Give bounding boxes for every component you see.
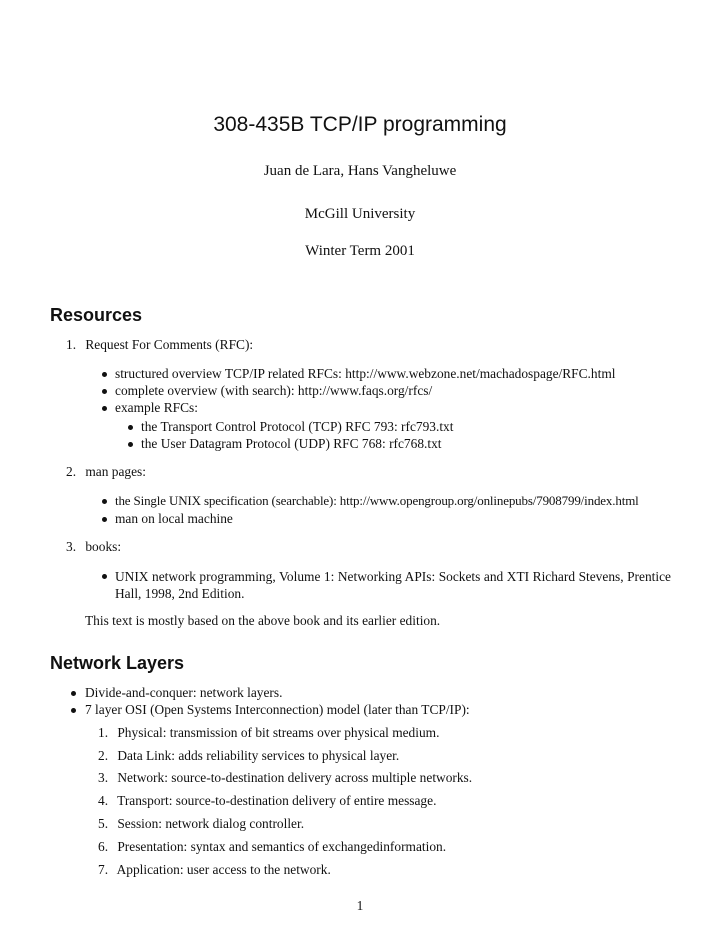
bullet-icon [102, 517, 107, 522]
layer-text: Application: user access to the network. [116, 862, 331, 877]
layer-item [98, 839, 446, 855]
list-item: example RFCs: [115, 400, 198, 415]
item-label: Request For Comments (RFC): [85, 337, 254, 352]
layer-item [98, 793, 436, 809]
list-item: 7 layer OSI (Open Systems Interconnection) model (later than TCP/IP): [85, 702, 470, 717]
layer-number: 5. [98, 816, 109, 831]
section-heading-network-layers: Network Layers [50, 653, 185, 673]
item-number: 2. [66, 464, 77, 479]
bullet-icon [71, 691, 76, 696]
layer-number: 4. [98, 793, 109, 808]
bullet-icon [102, 372, 107, 377]
list-item: Divide-and-conquer: network layers. [85, 685, 283, 700]
bullet-icon [102, 574, 107, 579]
source-note: This text is mostly based on the above book and its earlier edition. [85, 613, 441, 628]
item-number: 1. [66, 337, 77, 352]
list-item: UNIX network programming, Volume 1: Networking APIs: Sockets and XTI Richard Stevens, Prentice Hall, 1998, 2nd Edition. [115, 569, 671, 601]
resource-item-3 [66, 539, 121, 555]
bullet-icon [128, 442, 133, 447]
layer-number: 1. [98, 725, 109, 740]
item-number: 3. [66, 539, 77, 554]
list-item: the User Datagram Protocol (UDP) RFC 768: rfc768.txt [141, 436, 442, 451]
layer-item [98, 748, 399, 764]
layer-item [98, 862, 331, 878]
list-item: structured overview TCP/IP related RFCs: http://www.webzone.net/machadospage/RFC.html [115, 366, 616, 381]
page-number: 1 [356, 898, 364, 913]
authors: Juan de Lara, Hans Vangheluwe [263, 163, 457, 179]
resource-item-2 [66, 464, 146, 480]
layer-text: Network: source-to-destination delivery across multiple networks. [117, 770, 473, 785]
institution: McGill University [304, 206, 416, 222]
item-label: man pages: [85, 464, 146, 479]
list-item: complete overview (with search): http://www.faqs.org/rfcs/ [115, 383, 433, 398]
layer-text: Presentation: syntax and semantics of exchangedinformation. [117, 839, 447, 854]
layer-number: 2. [98, 748, 109, 763]
resource-item-1 [66, 337, 253, 353]
document-title: 308-435B TCP/IP programming [213, 113, 507, 136]
layer-item [98, 725, 439, 741]
layer-number: 7. [98, 862, 109, 877]
layer-text: Session: network dialog controller. [117, 816, 305, 831]
term: Winter Term 2001 [305, 243, 415, 259]
layer-text: Data Link: adds reliability services to physical layer. [117, 748, 400, 763]
bullet-icon [102, 499, 107, 504]
list-item: the Transport Control Protocol (TCP) RFC 793: rfc793.txt [141, 419, 454, 434]
layer-item [98, 770, 472, 786]
layer-text: Transport: source-to-destination delivery of entire message. [117, 793, 437, 808]
bullet-icon [102, 389, 107, 394]
layer-item [98, 816, 304, 832]
item-label: books: [85, 539, 122, 554]
bullet-icon [128, 425, 133, 430]
layer-text: Physical: transmission of bit streams over physical medium. [117, 725, 440, 740]
list-item: man on local machine [115, 511, 233, 526]
list-item: the Single UNIX specification (searchable): http://www.opengroup.org/onlinepubs/7908799/index.html [115, 493, 639, 508]
bullet-icon [71, 708, 76, 713]
layer-number: 6. [98, 839, 109, 854]
section-heading-resources: Resources [50, 305, 143, 325]
bullet-icon [102, 406, 107, 411]
layer-number: 3. [98, 770, 109, 785]
